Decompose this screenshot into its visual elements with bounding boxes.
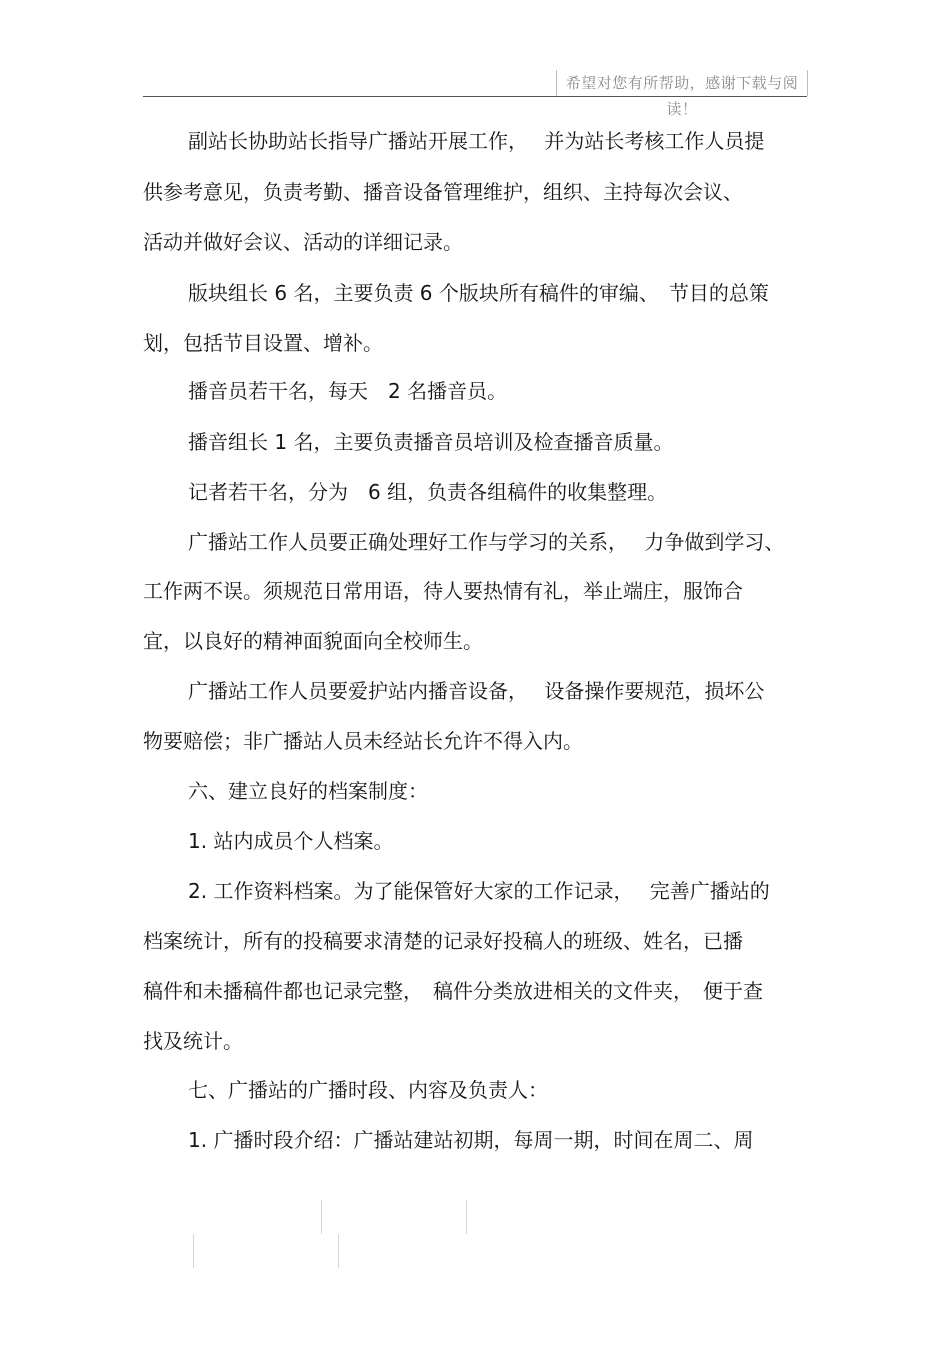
list-item: 2. 工作资料档案。为了能保管好大家的工作记录， 完善广播站的 (188, 879, 770, 903)
table-rule (193, 1234, 194, 1268)
text-line: 档案统计，所有的投稿要求清楚的记录好投稿人的班级、姓名，已播 (143, 929, 743, 953)
text-line: 播音组长 1 名，主要负责播音员培训及检查播音质量。 (188, 430, 674, 454)
text-line: 物要赔偿；非广播站人员未经站长允许不得入内。 (143, 729, 583, 753)
list-item: 1. 站内成员个人档案。 (188, 829, 394, 853)
text-line: 副站长协助站长指导广播站开展工作， 并为站长考核工作人员提 (188, 129, 765, 153)
text-line: 供参考意见，负责考勤、播音设备管理维护，组织、主持每次会议、 (143, 180, 743, 204)
table-rule (321, 1200, 322, 1234)
text-line: 活动并做好会议、活动的详细记录。 (143, 230, 463, 254)
section-heading: 六、建立良好的档案制度： (188, 779, 428, 803)
text-line: 找及统计。 (143, 1029, 243, 1053)
text-line: 广播站工作人员要爱护站内播音设备， 设备操作要规范，损坏公 (188, 679, 765, 703)
header-note: 希望对您有所帮助，感谢下载与阅读！ (556, 70, 808, 96)
text-line: 广播站工作人员要正确处理好工作与学习的关系， 力争做到学习、 (188, 530, 785, 554)
text-line: 划，包括节目设置、增补。 (143, 331, 383, 355)
table-rule (338, 1234, 339, 1268)
text-line: 播音员若干名，每天 2 名播音员。 (188, 379, 508, 403)
text-line: 工作两不误。须规范日常用语，待人要热情有礼，举止端庄，服饰合 (143, 579, 743, 603)
section-heading: 七、广播站的广播时段、内容及负责人： (188, 1078, 548, 1102)
table-rule (466, 1200, 467, 1234)
header-rule (143, 96, 807, 97)
text-line: 宜，以良好的精神面貌面向全校师生。 (143, 629, 483, 653)
text-line: 记者若干名，分为 6 组，负责各组稿件的收集整理。 (188, 480, 668, 504)
list-item: 1. 广播时段介绍：广播站建站初期，每周一期，时间在周二、周 (188, 1128, 754, 1152)
text-line: 稿件和未播稿件都也记录完整， 稿件分类放进相关的文件夹， 便于查 (143, 979, 763, 1003)
text-line: 版块组长 6 名，主要负责 6 个版块所有稿件的审编、 节目的总策 (188, 281, 769, 305)
